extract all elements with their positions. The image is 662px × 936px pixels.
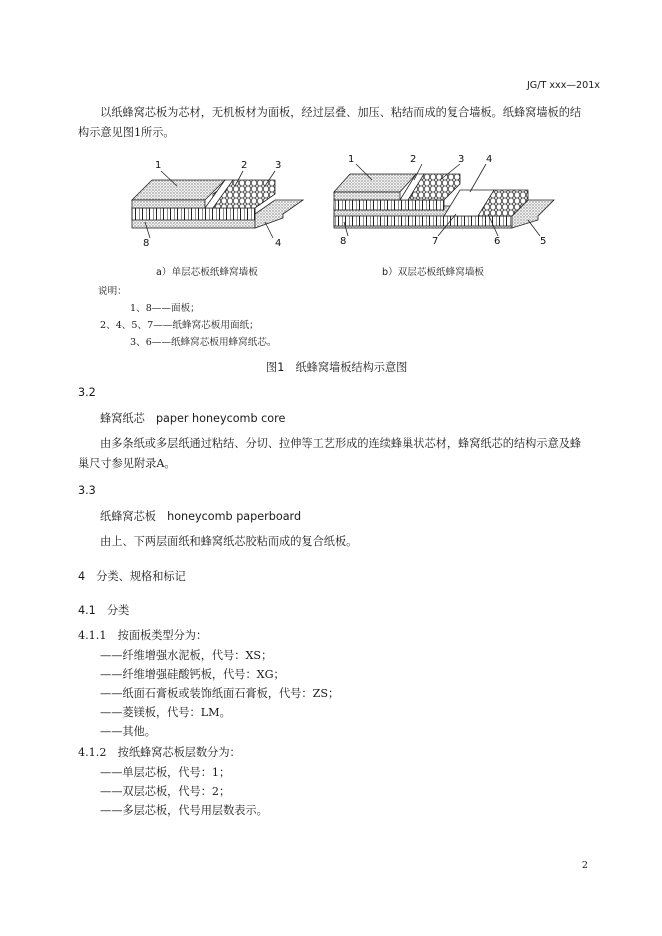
face-panel-1-front: [334, 192, 400, 200]
list-item: ——菱镁板，代号：LM。: [100, 706, 231, 719]
figure-1a-diagram: [125, 150, 315, 250]
figure-title: 图1 纸蜂窝墙板结构示意图: [266, 361, 408, 374]
list-item: ——纤维增强硅酸钙板，代号：XG；: [100, 668, 285, 681]
section-4-1-heading: 4.1 分类: [78, 604, 130, 617]
honeycomb-core-6-front: [334, 216, 512, 226]
section-4-1-2-heading: 4.1.2 按纸蜂窝芯板层数分为：: [78, 746, 241, 759]
label-4: 4: [275, 238, 282, 249]
label-3: 3: [275, 160, 282, 171]
section-3-2-definition-line-1: 由多条纸或多层纸通过粘结、分切、拉伸等工艺形成的连续蜂巢状芯材，蜂窝纸芯的结构示意及蜂: [100, 437, 582, 450]
section-3-3-term: 纸蜂窝芯板 honeycomb paperboard: [100, 510, 302, 523]
list-item: ——单层芯板，代号：1；: [100, 766, 231, 779]
section-3-2-definition-line-2: 巢尺寸参见附录A。: [78, 457, 176, 470]
figure-1b-diagram: [328, 150, 568, 250]
section-3-3-number: 3.3: [78, 484, 96, 497]
intro-line-2: 构示意见图1所示。: [78, 126, 175, 139]
face-panel-1-front: [132, 200, 205, 208]
intro-line-1: 以纸蜂窝芯板为芯材，无机板材为面板，经过层叠、加压、粘结而成的复合墙板。纸蜂窝墙板的结: [100, 106, 582, 119]
note-line-2: 2、4、5、7——纸蜂窝芯板用面纸；: [100, 320, 259, 331]
list-item: ——纤维增强水泥板，代号：XS；: [100, 649, 273, 662]
label-3: 3: [458, 154, 465, 165]
label-4: 4: [486, 154, 493, 165]
list-item: ——其他。: [100, 725, 156, 738]
label-7: 7: [432, 236, 439, 247]
note-line-1: 1、8——面板；: [130, 303, 200, 314]
honeycomb-core-3-front: [132, 208, 255, 220]
section-3-2-number: 3.2: [78, 386, 96, 399]
document-code: JG/T xxx—201x: [526, 80, 600, 91]
list-item: ——多层芯板，代号用层数表示。: [100, 804, 268, 817]
honeycomb-core-3-front: [334, 200, 444, 210]
label-1: 1: [155, 160, 162, 171]
label-2: 2: [241, 160, 248, 171]
section-4-heading: 4 分类、规格和标记: [78, 570, 186, 583]
figure-1a-caption: a）单层芯板纸蜂窝墙板: [156, 267, 258, 278]
label-1: 1: [348, 154, 355, 165]
list-item: ——纸面石膏板或装饰纸面石膏板，代号：ZS；: [100, 687, 340, 700]
label-2: 2: [410, 154, 417, 165]
face-panel-1: [132, 180, 225, 200]
section-3-2-term: 蜂窝纸芯 paper honeycomb core: [100, 412, 286, 425]
section-4-1-1-heading: 4.1.1 按面板类型分为：: [78, 629, 208, 642]
notes-title: 说明：: [98, 286, 127, 297]
list-item: ——双层芯板，代号：2；: [100, 785, 231, 798]
label-5: 5: [540, 236, 547, 247]
face-panel-1: [334, 174, 416, 192]
section-3-3-definition: 由上、下两层面纸和蜂窝纸芯胶粘而成的复合纸板。: [100, 535, 358, 548]
note-line-3: 3、6——纸蜂窝芯板用蜂窝纸芯。: [130, 337, 277, 348]
label-6: 6: [494, 236, 501, 247]
label-8: 8: [340, 236, 347, 247]
label-8: 8: [143, 238, 150, 249]
figure-1b-caption: b）双层芯板纸蜂窝墙板: [382, 267, 485, 278]
face-paper-4: [255, 200, 303, 228]
page-number: 2: [581, 860, 588, 871]
